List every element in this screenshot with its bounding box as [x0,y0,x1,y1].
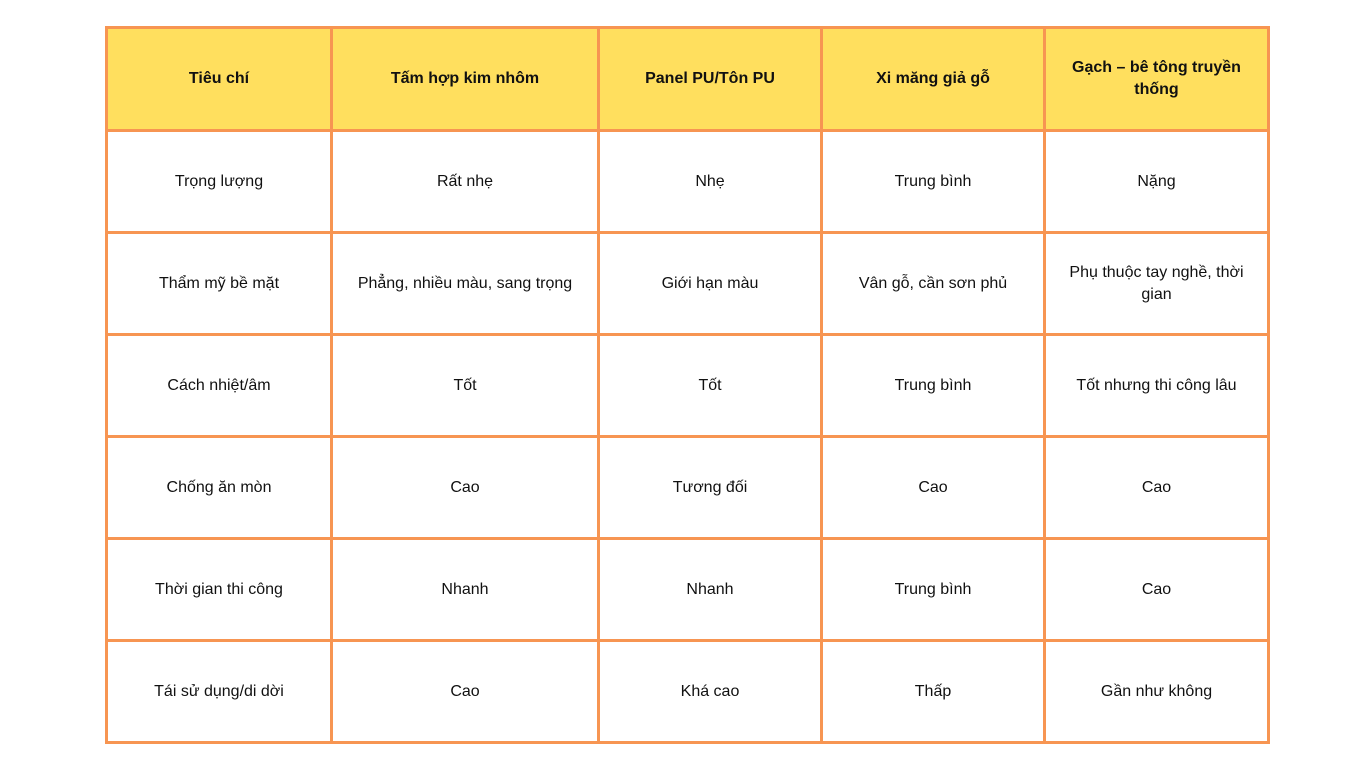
comparison-table [105,26,1270,744]
table-cell: Trọng lượng [107,131,332,233]
table-cell: Cách nhiệt/âm [107,335,332,437]
table-cell: Cao [332,437,599,539]
table-cell: Thấp [822,641,1045,743]
table-cell: Cao [332,641,599,743]
table-cell: Tương đối [599,437,822,539]
table-cell: Gần như không [1045,641,1269,743]
table-cell: Giới hạn màu [599,233,822,335]
header-criteria: Tiêu chí [107,28,332,131]
table-row [107,233,1269,335]
table-row [107,131,1269,233]
header-wood-cement: Xi măng giả gỗ [822,28,1045,131]
table-cell: Rất nhẹ [332,131,599,233]
header-brick-concrete: Gạch – bê tông truyền thống [1045,28,1269,131]
table-cell: Tốt [332,335,599,437]
table-cell: Vân gỗ, cần sơn phủ [822,233,1045,335]
header-pu-panel: Panel PU/Tôn PU [599,28,822,131]
table-cell: Nhanh [332,539,599,641]
header-aluminum-panel: Tấm hợp kim nhôm [332,28,599,131]
table-cell: Phẳng, nhiều màu, sang trọng [332,233,599,335]
table-row [107,437,1269,539]
table-cell: Nhẹ [599,131,822,233]
table-cell: Trung bình [822,539,1045,641]
table-cell: Khá cao [599,641,822,743]
table-cell: Cao [1045,437,1269,539]
table-cell: Thời gian thi công [107,539,332,641]
table-cell: Tốt nhưng thi công lâu [1045,335,1269,437]
table-header-row [107,28,1269,131]
table-row [107,641,1269,743]
table-cell: Nặng [1045,131,1269,233]
comparison-table-container [105,26,1267,743]
table-cell: Tốt [599,335,822,437]
table-cell: Nhanh [599,539,822,641]
table-cell: Thẩm mỹ bề mặt [107,233,332,335]
table-cell: Trung bình [822,131,1045,233]
table-cell: Cao [1045,539,1269,641]
table-cell: Cao [822,437,1045,539]
table-cell: Tái sử dụng/di dời [107,641,332,743]
table-cell: Trung bình [822,335,1045,437]
table-row [107,335,1269,437]
table-row [107,539,1269,641]
table-cell: Phụ thuộc tay nghề, thời gian [1045,233,1269,335]
table-cell: Chống ăn mòn [107,437,332,539]
